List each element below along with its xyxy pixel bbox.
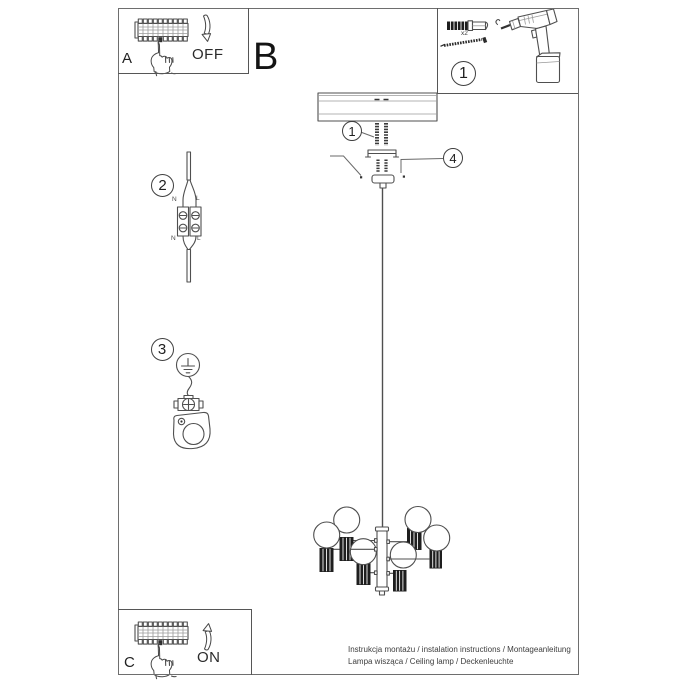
section-c-label: C: [124, 654, 135, 671]
wire-label-l-top: L: [196, 195, 200, 202]
wire-label-n-top: N: [172, 196, 177, 203]
section-a-label: A: [122, 50, 133, 67]
footer-line-2: Lampa wisząca / Ceiling lamp / Deckenleuchte: [348, 656, 514, 666]
anchor-qty-label: x2: [461, 29, 468, 37]
on-label: ON: [197, 649, 221, 666]
footer-line-1: Instrukcja montażu / instalation instructions / Montageanleitung: [348, 645, 571, 654]
page-frame: [118, 8, 579, 675]
step3-marker: 3: [151, 338, 174, 361]
off-label: OFF: [192, 46, 224, 63]
footer: [348, 644, 574, 667]
section-c-box: [118, 609, 252, 675]
wire-label-l-bottom: L: [197, 235, 201, 242]
tools-step-marker: 1: [451, 61, 476, 86]
step2-marker: 2: [151, 174, 174, 197]
step4-marker: 4: [443, 148, 463, 168]
step1-marker: 1: [342, 121, 362, 141]
section-b-label: B: [253, 36, 279, 78]
section-a-box: [118, 8, 249, 74]
wire-label-n-bottom: N: [171, 235, 176, 242]
